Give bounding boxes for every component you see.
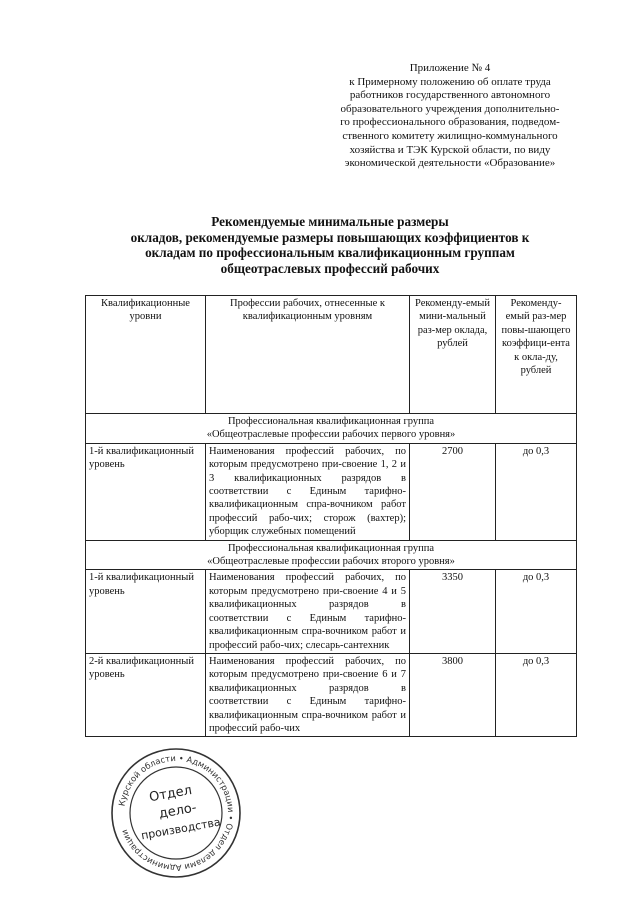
header-coefficient: Рекоменду-емый раз-мер повы-шающего коэффици-ента к окла-ду, рублей xyxy=(496,296,577,414)
appendix-number: Приложение № 4 xyxy=(409,62,491,74)
group-title xyxy=(86,540,577,570)
appendix-note xyxy=(300,62,600,171)
header-min-salary: Рекоменду-емый мини-мальный раз-мер оклада, рублей xyxy=(410,296,496,414)
document-title xyxy=(60,214,600,276)
table-row xyxy=(86,653,577,736)
header-qualification-levels: Квалификационные уровни xyxy=(86,296,206,414)
salary-cell: 3800 xyxy=(410,653,496,736)
coefficient-cell: до 0,3 xyxy=(496,653,577,736)
appendix-line: к Примерному положению об оплате труда xyxy=(349,75,551,88)
professions-cell: Наименования профессий рабочих, по которым предусмотрено при-своение 4 и 5 квалификационных разрядов в соответствии с Единым тарифно-квалификационным спра-вочником работ и профессий рабо-чих; слесарь-сантехник xyxy=(206,570,410,653)
group-title-line: «Общеотраслевые профессии рабочих второго уровня» xyxy=(207,556,455,568)
coefficient-cell: до 0,3 xyxy=(496,443,577,540)
appendix-line: экономической деятельности «Образование» xyxy=(344,157,556,170)
professions-cell: Наименования профессий рабочих, по которым предусмотрено при-своение 1, 2 и 3 квалификационных разрядов в соответствии с Единым тарифно-квалификационным спра-вочником работ профессий рабо-чих; сторож (вахтер); уборщик служебных помещений xyxy=(206,443,410,540)
professions-cell: Наименования профессий рабочих, по которым предусмотрено при-своение 6 и 7 квалификационных разрядов в соответствии с Единым тарифно-квалификационным спра-вочником работ и профессий рабо-чих xyxy=(206,653,410,736)
title-line: общеотраслевых профессий рабочих xyxy=(220,260,440,276)
appendix-line: го профессионального образования, подведом- xyxy=(340,116,560,129)
group-row xyxy=(86,414,577,444)
table-row xyxy=(86,570,577,653)
group-title-line: «Общеотраслевые профессии рабочих первого уровня» xyxy=(206,429,456,441)
appendix-line: работников государственного автономного xyxy=(349,89,551,102)
stamp-line2: дело- xyxy=(157,800,198,822)
title-line: окладов, рекомендуемые размеры повышающих коэффициентов к xyxy=(130,229,530,245)
office-stamp xyxy=(108,745,244,881)
table-row xyxy=(86,443,577,540)
level-cell: 1-й квалификационный уровень xyxy=(86,443,206,540)
header-professions: Профессии рабочих, отнесенные к квалификационным уровням xyxy=(206,296,410,414)
stamp-ring-textpath: Курской области • Администрации • Отдел делами Администрации xyxy=(116,752,237,874)
title-line: Рекомендуемые минимальные размеры xyxy=(211,214,449,229)
salary-cell: 2700 xyxy=(410,443,496,540)
appendix-line: хозяйства и ТЭК Курской области, по виду xyxy=(349,143,551,156)
group-title-line: Профессиональная квалификационная группа xyxy=(227,416,435,427)
group-title xyxy=(86,414,577,444)
table-header-row xyxy=(86,296,577,414)
appendix-line: образовательного учреждения дополнительно- xyxy=(340,102,560,115)
stamp-line3: производства xyxy=(140,815,222,843)
appendix-line: ственного комитету жилищно-коммунального xyxy=(342,129,558,142)
level-cell: 2-й квалификационный уровень xyxy=(86,653,206,736)
salary-cell: 3350 xyxy=(410,570,496,653)
salary-table xyxy=(85,295,577,737)
title-line: окладам по профессиональным квалификационным группам xyxy=(145,245,515,261)
coefficient-cell: до 0,3 xyxy=(496,570,577,653)
group-title-line: Профессиональная квалификационная группа xyxy=(227,542,435,554)
group-row xyxy=(86,540,577,570)
stamp-line1: Отдел xyxy=(148,783,194,806)
level-cell: 1-й квалификационный уровень xyxy=(86,570,206,653)
